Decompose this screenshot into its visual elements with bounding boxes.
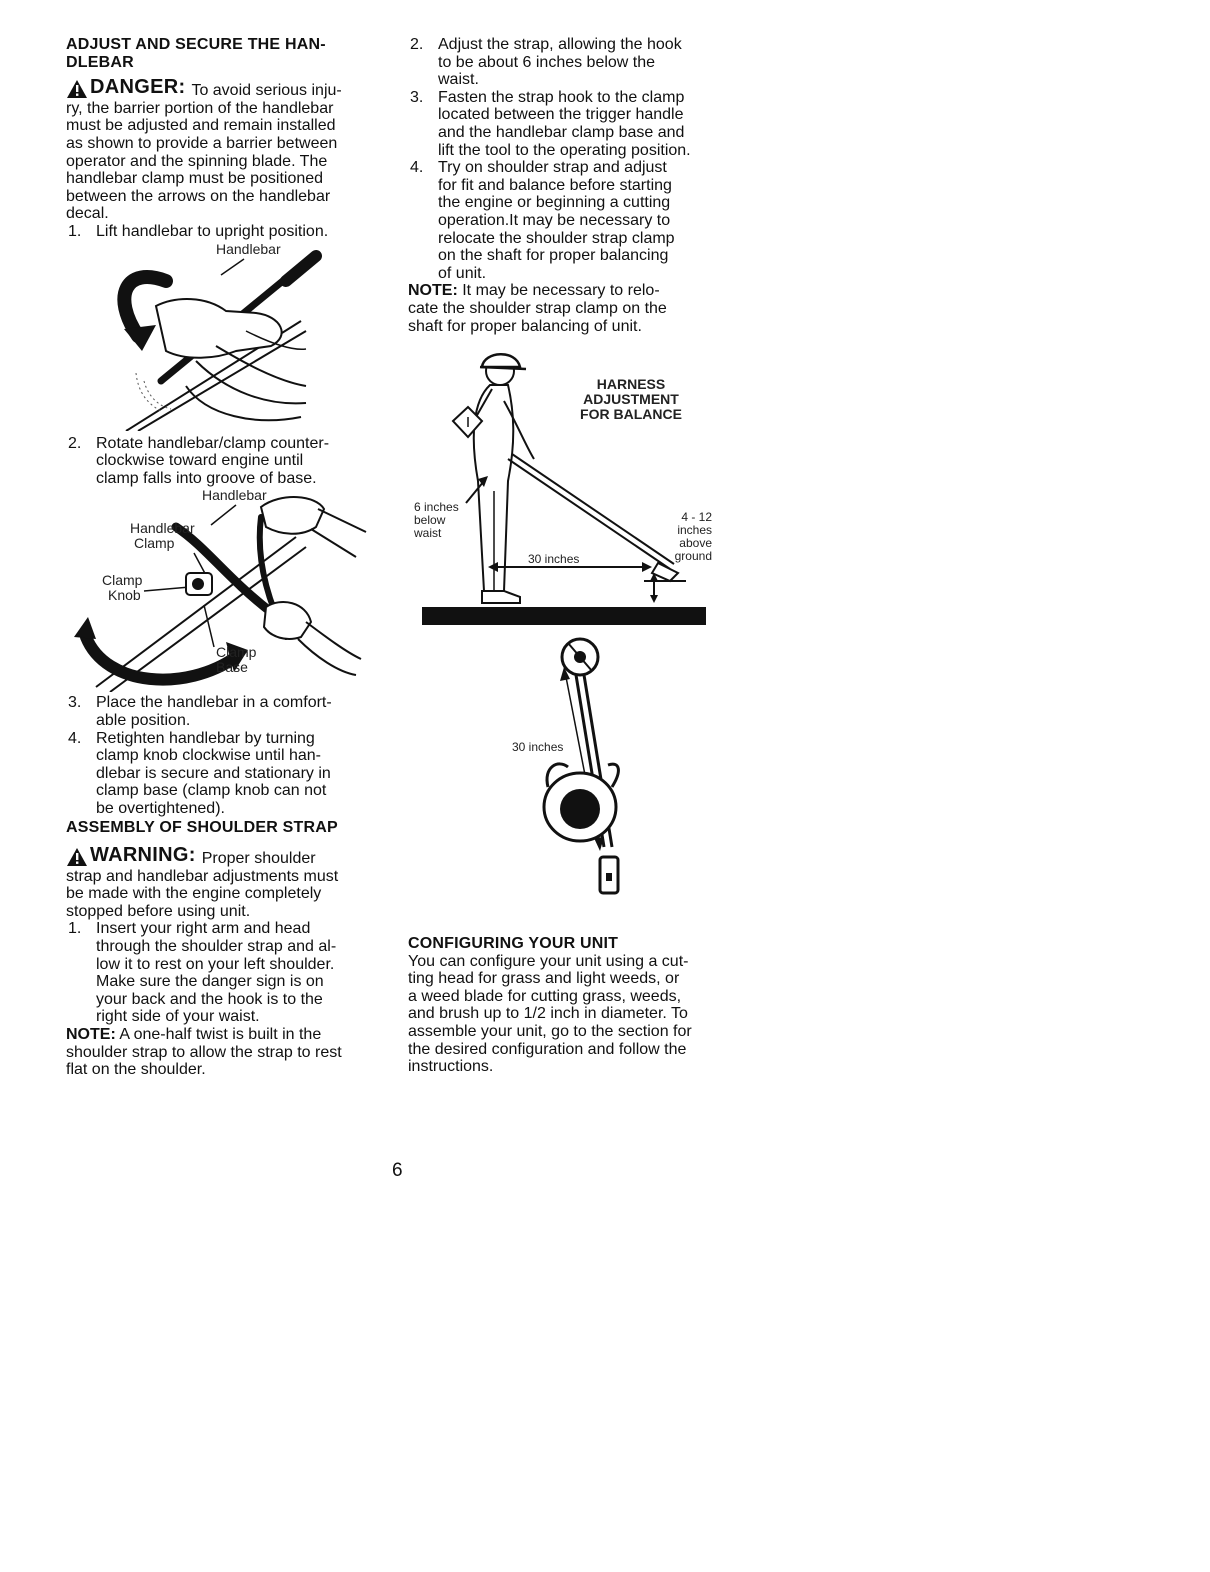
note-relocate-clamp: NOTE: It may be necessary to relo- cate the shoulder strap clamp on the shaft for proper balancing of unit.: [408, 282, 667, 335]
strap-step-3-fasten-hook: 3. Fasten the strap hook to the clamp located between the trigger handle and the handlebar clamp base and lift the tool to the operating position.: [410, 88, 691, 159]
label-ground-clearance: 4 - 12 inches above ground: [674, 510, 712, 564]
danger-line: handlebar clamp must be positioned: [66, 170, 324, 188]
warning-notice: [66, 844, 378, 920]
left-column: [66, 36, 378, 1079]
warning-triangle-icon: [66, 847, 88, 867]
warning-line: strap and handlebar adjustments must: [66, 867, 339, 885]
warning-word: WARNING:: [90, 844, 196, 867]
label-six-inches-below-waist: 6 inches below waist: [414, 500, 459, 541]
label-harness-title: HARNESS ADJUSTMENT FOR BALANCE: [580, 376, 682, 423]
danger-line: between the arrows on the handlebar: [66, 187, 331, 205]
step-2-rotate-handlebar: 2. Rotate handlebar/clamp counter- clockwise toward engine until clamp falls into groove of base.: [68, 434, 330, 487]
danger-notice: [66, 76, 378, 223]
danger-line: decal.: [66, 205, 109, 223]
label-handlebar: Handlebar: [216, 240, 281, 257]
configuring-paragraph: You can configure your unit using a cut- ting head for grass and light weeds, or a weed blade for cutting grass, weeds, and brush up to 1/2 inch in diameter. To assemble your unit, go to the section for the desired configuration and follow the instructions.: [408, 952, 692, 1076]
label-thirty-inches: 30 inches: [528, 552, 580, 567]
danger-line: must be adjusted and remain installed: [66, 117, 336, 135]
label-clamp-base: Clamp Base: [216, 644, 257, 676]
warning-line: be made with the engine completely: [66, 885, 322, 903]
strap-step-4-try-on: 4. Try on shoulder strap and adjust for fit and balance before starting the engine or beginning a cutting operation.It may be necessary to relocate the shoulder strap clamp on the shaft for proper balancing of unit.: [410, 159, 675, 282]
danger-text-first: To avoid serious inju-: [191, 82, 342, 100]
label-clamp-knob: Clamp Knob: [102, 572, 143, 604]
strap-step-2-adjust-strap: 2. Adjust the strap, allowing the hook to be about 6 inches below the waist.: [410, 36, 682, 89]
heading-assembly-shoulder-strap: ASSEMBLY OF SHOULDER STRAP: [66, 819, 338, 837]
figure-rotate-handlebar-clamp: [66, 487, 378, 692]
label-handlebar: Handlebar: [202, 487, 267, 504]
danger-word: DANGER:: [90, 76, 186, 99]
step-3-place-handlebar: 3. Place the handlebar in a comfort- able position.: [68, 694, 332, 729]
figure-top-view-balance: [408, 637, 720, 927]
figure-lift-handlebar: [66, 241, 378, 431]
page-number: 6: [392, 1160, 403, 1181]
right-column: [408, 36, 720, 1076]
figure-harness-adjustment: [408, 341, 720, 631]
warning-text-first: Proper shoulder: [201, 850, 316, 868]
step-4-retighten-handlebar: 4. Retighten handlebar by turning clamp knob clockwise until han- dlebar is secure and stationary in clamp base (clamp knob can not be overtightened).: [68, 729, 331, 817]
danger-line: operator and the spinning blade. The: [66, 152, 328, 170]
step-1-lift-handlebar: 1. Lift handlebar to upright position.: [68, 222, 329, 240]
warning-triangle-icon: [66, 79, 88, 99]
warning-line: stopped before using unit.: [66, 902, 251, 920]
label-top-thirty-inches: 30 inches: [512, 740, 564, 755]
danger-line: as shown to provide a barrier between: [66, 134, 338, 152]
heading-configuring-unit: CONFIGURING YOUR UNIT: [408, 935, 619, 953]
heading-adjust-handlebar: ADJUST AND SECURE THE HAN- DLEBAR: [66, 36, 326, 71]
label-handlebar-clamp: Handlebar Clamp: [130, 520, 195, 552]
strap-step-1-insert-arm: 1. Insert your right arm and head through the shoulder strap and al- low it to rest on your left shoulder. Make sure the danger sign is on your back and the hook is to the right side of your waist.: [68, 920, 337, 1026]
note-one-half-twist: NOTE: A one-half twist is built in the shoulder strap to allow the strap to rest flat on the shoulder.: [66, 1026, 342, 1079]
danger-line: ry, the barrier portion of the handlebar: [66, 99, 334, 117]
